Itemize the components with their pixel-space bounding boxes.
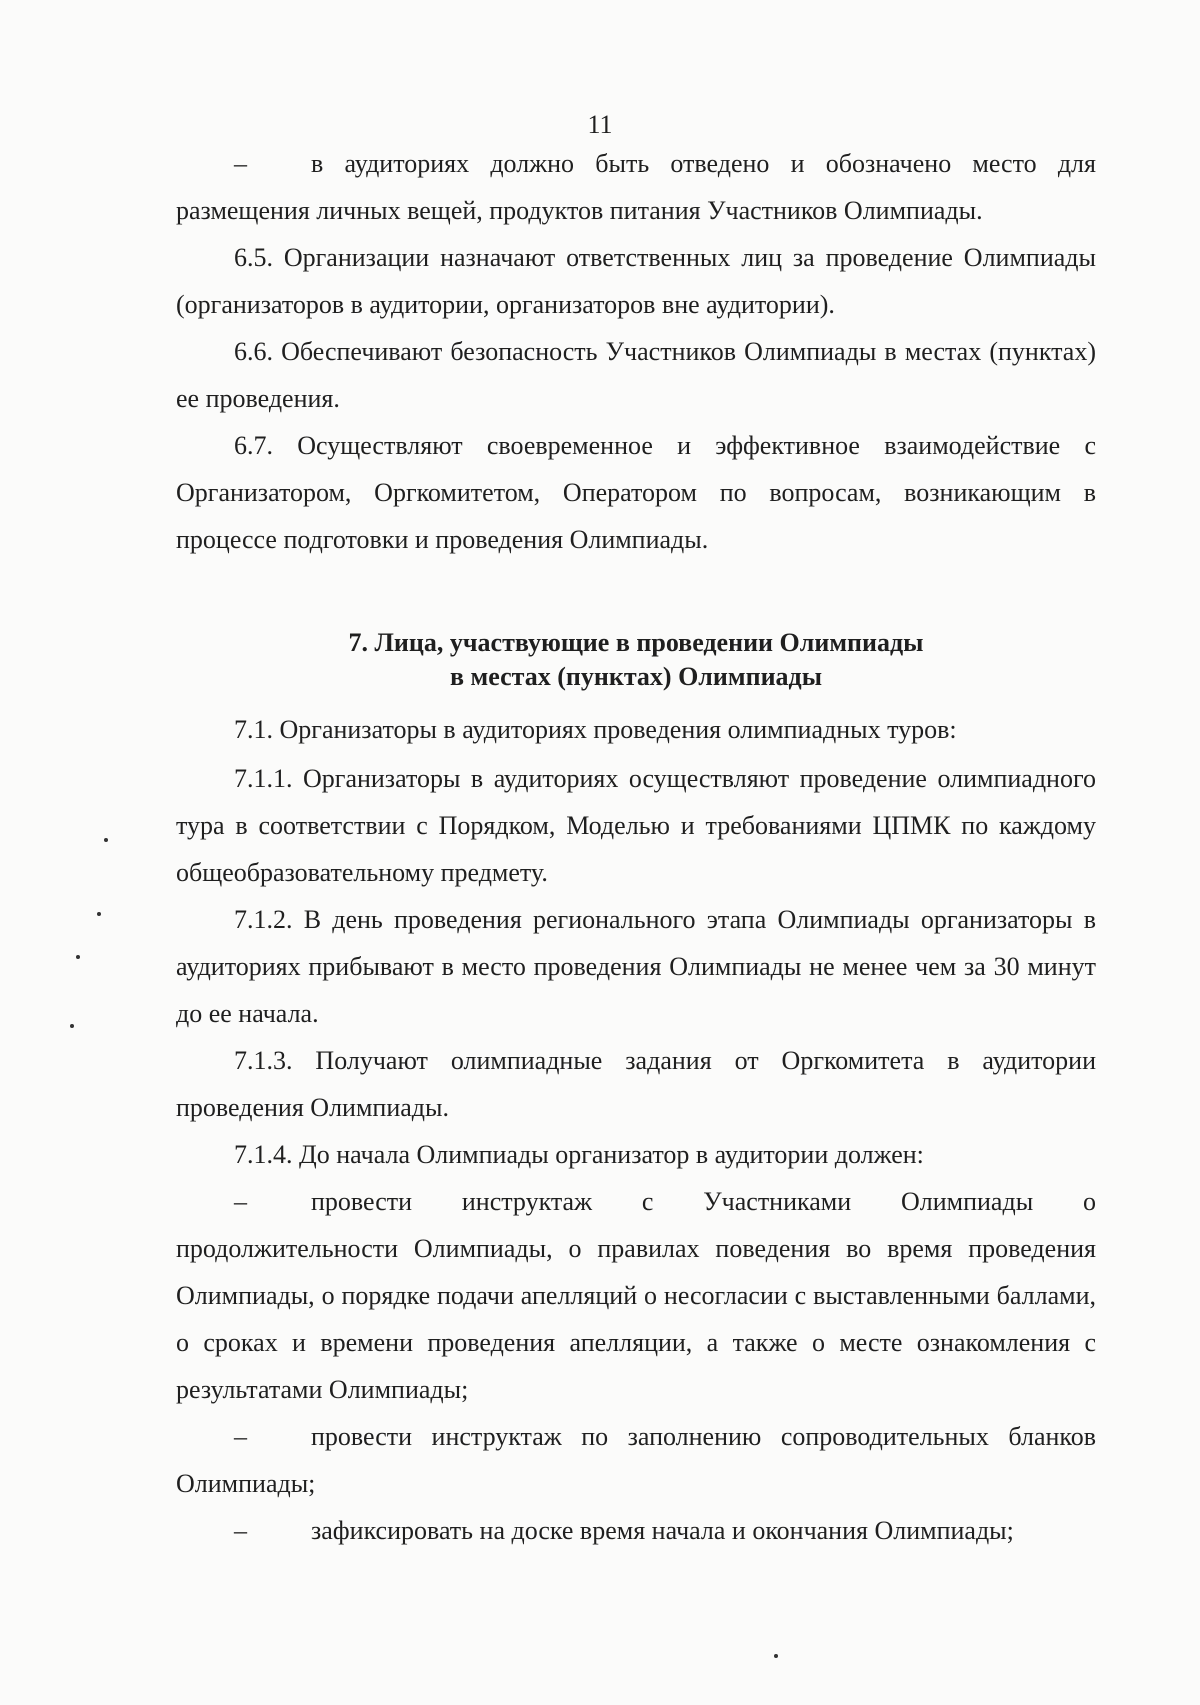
paragraph-7-1-2: 7.1.2. В день проведения регионального этапа Олимпиады организаторы в аудиториях прибывают в место проведения Олимпиады не менее чем за 30 минут до ее начала.: [176, 905, 1096, 1028]
paragraph-6-5: 6.5. Организации назначают ответственных лиц за проведение Олимпиады (организаторов в аудитории, организаторов вне аудитории).: [176, 243, 1096, 319]
list-item-text: провести инструктаж по заполнению сопроводительных бланков Олимпиады;: [176, 1422, 1096, 1498]
section-heading: [176, 626, 1096, 694]
section-heading-line-2: в местах (пунктах) Олимпиады: [450, 662, 822, 691]
paragraph-7-1-1: 7.1.1. Организаторы в аудиториях осуществляют проведение олимпиадного тура в соответствии с Порядком, Моделью и требованиями ЦПМК по каждому общеобразовательному предмету.: [176, 764, 1096, 887]
paragraph-6-7: 6.7. Осуществляют своевременное и эффективное взаимодействие с Организатором, Оргкомитетом, Оператором по вопросам, возникающим в процессе подготовки и проведения Олимпиады.: [176, 431, 1096, 554]
list-dash: –: [234, 1422, 247, 1451]
scan-speck: [97, 912, 101, 916]
scan-speck: [70, 1024, 74, 1028]
paragraph-7-1-3: 7.1.3. Получают олимпиадные задания от Оргкомитета в аудитории проведения Олимпиады.: [176, 1046, 1096, 1122]
list-item-text: в аудиториях должно быть отведено и обозначено место для размещения личных вещей, продуктов питания Участников Олимпиады.: [176, 149, 1096, 225]
list-item: [176, 1507, 1096, 1554]
scan-speck: [104, 838, 108, 842]
list-item-text: зафиксировать на доске время начала и окончания Олимпиады;: [311, 1516, 1014, 1545]
list-item: [176, 1178, 1096, 1413]
list-dash: –: [234, 149, 247, 178]
paragraph-7-1: 7.1. Организаторы в аудиториях проведения олимпиадных туров:: [234, 715, 957, 744]
paragraph-7-1-4: 7.1.4. До начала Олимпиады организатор в аудитории должен:: [234, 1140, 924, 1169]
list-item-text: провести инструктаж с Участниками Олимпиады о продолжительности Олимпиады, о правилах поведения во время проведения Олимпиады, о порядке подачи апелляций о несогласии с выставленными баллами, о сроках и времени проведения апелляции, а также о месте ознакомления с результатами Олимпиады;: [176, 1187, 1096, 1404]
list-dash: –: [234, 1516, 247, 1545]
page-number: 11: [587, 110, 613, 139]
section-heading-line-1: 7. Лица, участвующие в проведении Олимпиады: [348, 628, 924, 657]
paragraph-6-6: 6.6. Обеспечивают безопасность Участников Олимпиады в местах (пунктах) ее проведения.: [176, 337, 1096, 413]
scan-speck: [774, 1654, 778, 1658]
list-item: [176, 140, 1096, 234]
list-item: [176, 1413, 1096, 1507]
list-dash: –: [234, 1187, 247, 1216]
scan-speck: [76, 955, 80, 959]
